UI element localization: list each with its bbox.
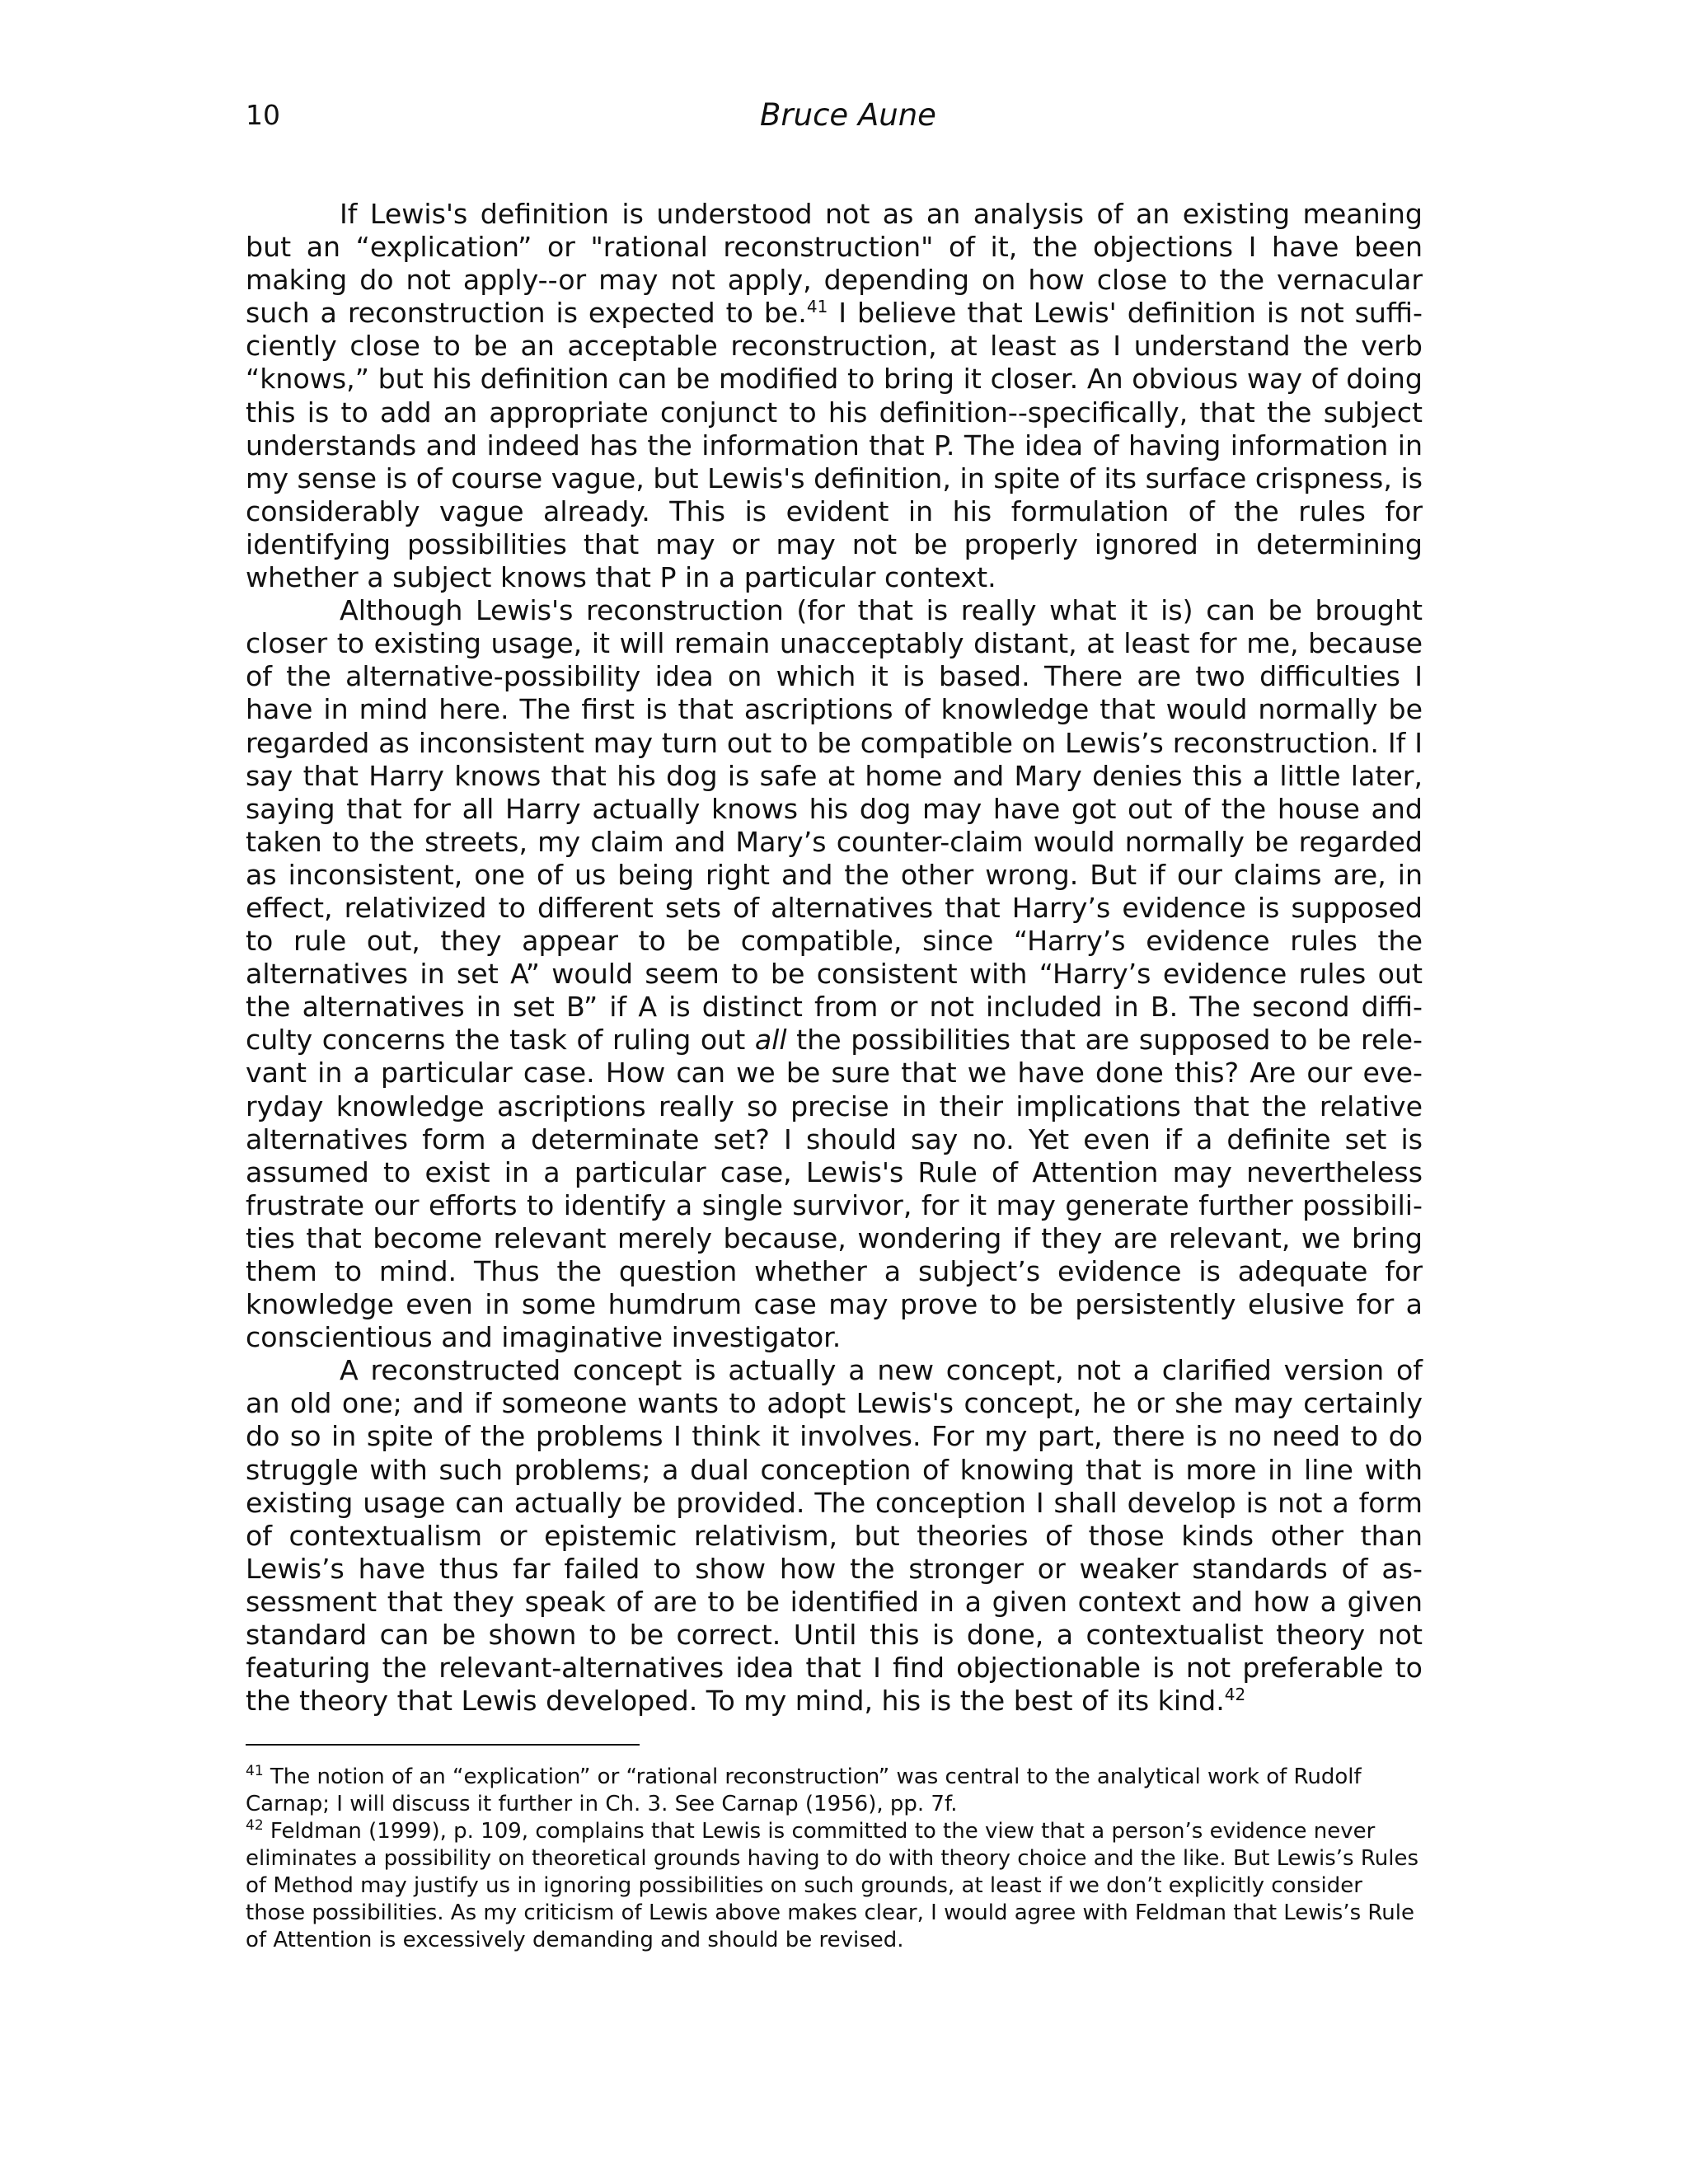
paragraph-1-text-a: If Lewis's definition is understood not as an analysis of an existing meaning but an “explication” or "rational reconstruction" of it, the objections I have been making do not apply--or may not apply, depending on how close to the vernacular such a reconstruction is expected to be. [246, 198, 1423, 330]
footnote-separator [246, 1744, 640, 1746]
footnotes [246, 1764, 1423, 1954]
paragraph-1-text-b: I believe that Lewis' definition is not sufficiently close to be an acceptable reconstruction, at least as I understand the verb “knows,” but his definition can be modified to bring it closer. An obvious way of doing this is to add an appropriate conjunct to his definition--specifically, that the subject understands and indeed has the information that P. The idea of having information in my sense is of course vague, but Lewis's definition, in spite of its surface crispness, is considerably vague already. This is evident in his formulation of the rules for identifying possibilities that may or may not be properly ignored in determining whether a subject knows that P in a particular context. [246, 297, 1423, 594]
paragraph-2-text-b: the possibilities that are supposed to be relevant in a particular case. How can we be sure that we have done this? Are our everyday knowledge ascriptions really so precise in their implications that the relative alternatives form a determinate set? I should say no. Yet even if a definite set is assumed to exist in a particular case, Lewis's Rule of Attention may nevertheless frustrate our efforts to identify a single survivor, for it may generate further possibilities that become relevant merely because, wondering if they are relevant, we bring them to mind. Thus the question whether a subject’s evidence is adequate for knowledge even in some humdrum case may prove to be persistently elusive for a conscientious and imaginative investigator. [246, 1024, 1423, 1354]
paragraph-2 [246, 594, 1423, 1354]
main-text [246, 198, 1423, 1718]
footnote-ref-42: 42 [1224, 1685, 1246, 1705]
paragraph-2-text-a: Although Lewis's reconstruction (for that is really what it is) can be brought closer to existing usage, it will remain unacceptably distant, at least for me, because of the alternative-possibility idea on which it is based. There are two difficulties I have in mind here. The first is that ascriptions of knowledge that would normally be regarded as inconsistent may turn out to be compatible on Lewis’s reconstruction. If I say that Harry knows that his dog is safe at home and Mary denies this a little later, saying that for all Harry actually knows his dog may have got out of the house and taken to the streets, my claim and Mary’s counter-claim would normally be regarded as inconsistent, one of us being right and the other wrong. But if our claims are, in effect, relativized to different sets of alternatives that Harry’s evidence is supposed to rule out, they appear to be compatible, since “Harry’s evidence rules the alternatives in set A” would seem to be consistent with “Harry’s evidence rules out the alternatives in set B” if A is distinct from or not included in B. The second difficulty concerns the task of ruling out [246, 594, 1423, 1057]
paragraph-3 [246, 1354, 1423, 1718]
footnote-text: The notion of an “explication” or “rational reconstruction” was central to the analytical work of Rudolf Carnap; I will discuss it further in Ch. 3. See Carnap (1956), pp. 7f. [246, 1765, 1362, 1816]
page-number: 10 [246, 99, 280, 131]
running-title: Bruce Aune [760, 97, 936, 133]
footnote-text: Feldman (1999), p. 109, complains that Lewis is committed to the view that a person’s evidence never eliminates a possibility on theoretical grounds having to do with theory choice and the like. But Lewis’s Rules of Method may justify us in ignoring possibilities on such grounds, at least if we don’t explicitly consider those possibilities. As my criticism of Lewis above makes clear, I would agree with Feldman that Lewis’s Rule of Attention is excessively demanding and should be revised. [246, 1819, 1419, 1952]
paragraph-2-emphasis: all [754, 1024, 787, 1057]
footnote-number: 41 [246, 1763, 264, 1779]
footnote-41 [246, 1764, 1423, 1818]
paragraph-1 [246, 198, 1423, 594]
footnote-42 [246, 1818, 1423, 1954]
footnote-number: 42 [246, 1817, 264, 1834]
footnote-ref-41: 41 [806, 297, 828, 317]
paragraph-3-text-a: A reconstructed concept is actually a new concept, not a clarified version of an old one; and if someone wants to adopt Lewis's concept, he or she may certainly do so in spite of the problems I think it involves. For my part, there is no need to do struggle with such problems; a dual conception of knowing that is more in line with existing usage can actually be provided. The conception I shall develop is not a form of contextualism or epistemic relativism, but theories of those kinds other than Lewis’s have thus far failed to show how the stronger or weaker standards of assessment that they speak of are to be identified in a given context and how a given standard can be shown to be correct. Until this is done, a contextualist theory not featuring the relevant-alternatives idea that I find objectionable is not preferable to the theory that Lewis developed. To my mind, his is the best of its kind. [246, 1354, 1423, 1718]
